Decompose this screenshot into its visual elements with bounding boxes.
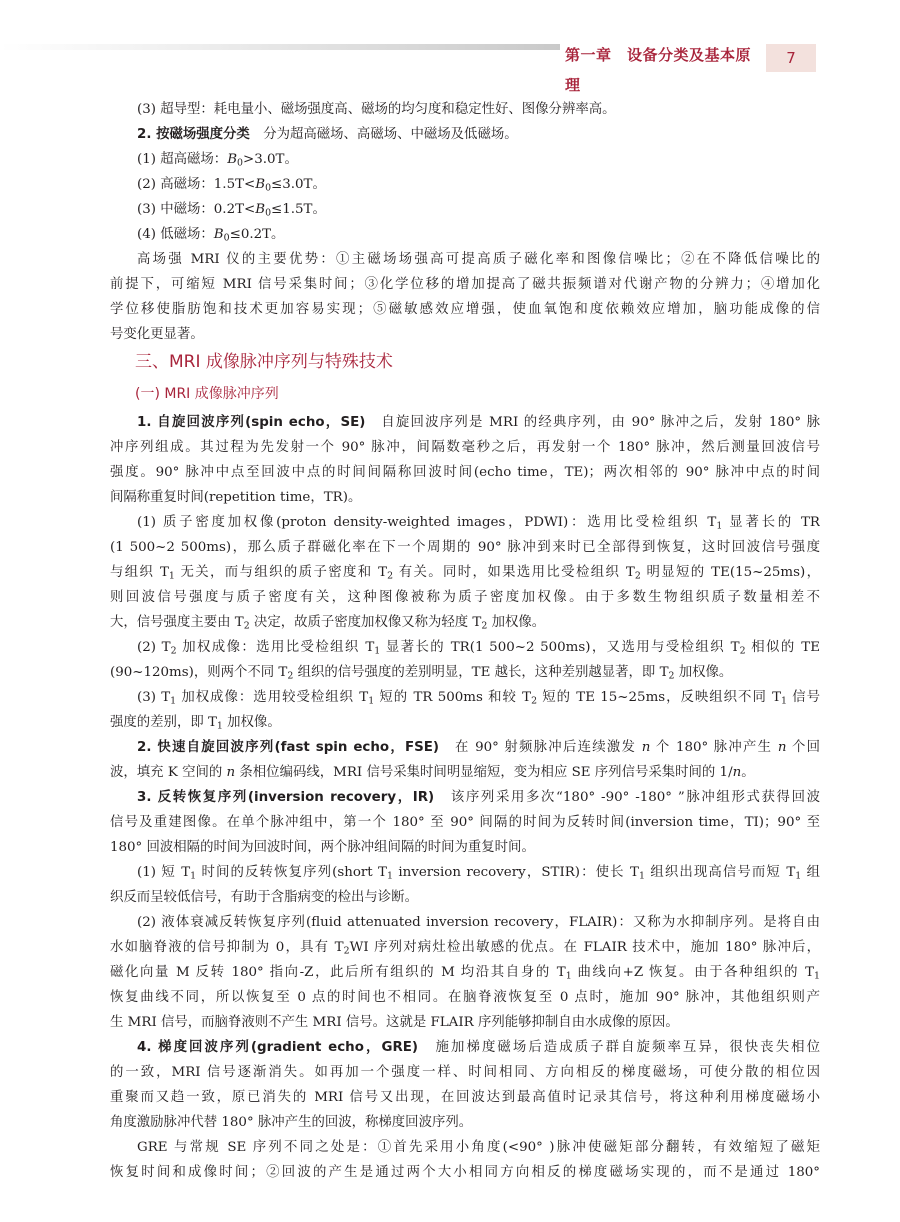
text: 自旋回波序列是 MRI 的经典序列，由 90° 脉冲之后，发射 180° 脉 <box>365 415 820 430</box>
fse-heading: 2. 快速自旋回波序列(fast spin echo，FSE) <box>137 740 440 755</box>
text: 组 <box>801 865 820 880</box>
subscript: 1 <box>368 695 375 707</box>
subscript: 0 <box>237 157 243 169</box>
text: 磁化向量 M 反转 180° 指向-Z，此后所有组织的 M 均沿其自身的 T <box>110 965 566 980</box>
text: 短的 TE 15~25ms，反映组织不同 T <box>537 690 782 705</box>
subscript: 2 <box>739 645 746 657</box>
flair-line-4: 恢复曲线不同，所以恢复至 0 点的时间也不相同。在脑脊液恢复至 0 点时，施加 90° 脉冲，其他组织则产 <box>110 990 820 1005</box>
se-heading: 1. 自旋回波序列(spin echo，SE) <box>137 415 366 430</box>
t2-line-1 <box>137 635 820 660</box>
text: 加权像。 <box>222 715 281 730</box>
subscript: 1 <box>565 970 572 982</box>
text: 与组织 T <box>110 565 169 580</box>
subscript: 2 <box>634 570 641 582</box>
t1-line-1 <box>137 685 820 710</box>
text: 条相位编码线，MRI 信号采集时间明显缩短，变为相应 SE 序列信号采集时间的 1/ <box>235 765 733 780</box>
text: 曲线向+Z 恢复。由于各种组织的 T <box>571 965 815 980</box>
subscript: 1 <box>716 520 723 532</box>
subscript: 1 <box>781 695 787 707</box>
pd-line-1 <box>137 510 820 535</box>
stir-line-1 <box>137 860 820 885</box>
t2-line-2 <box>110 660 820 685</box>
text: 信号 <box>786 690 820 705</box>
text: 加权像。 <box>487 615 546 630</box>
stir-line-2: 织反而呈较低信号，有助于含脂病变的检出与诊断。 <box>110 890 418 905</box>
gre-line-1 <box>137 1035 820 1060</box>
ir-line-2: 信号及重建图像。在单个脉冲组中，第一个 180° 至 90° 间隔的时间为反转时间(inversion time，TI)；90° 至 <box>110 815 820 830</box>
text: 明显短的 TE(15~25ms)， <box>640 565 820 580</box>
field-class-paragraph <box>137 122 820 147</box>
text: inversion recovery，STIR)：使长 T <box>392 865 639 880</box>
field-item-1 <box>137 147 820 172</box>
flair-line-2 <box>110 935 820 960</box>
subscript: 1 <box>814 970 820 982</box>
se-line-4: 间隔称重复时间(repetition time，TR)。 <box>110 490 362 505</box>
subscript: 1 <box>374 645 381 657</box>
page-number: 7 <box>766 44 816 72</box>
text: 组织的信号强度的差别明显，TE 越长，这种差别越显著，即 T <box>293 665 669 680</box>
text: 水如脑脊液的信号抑制为 0，具有 T <box>110 940 344 955</box>
text: 加权成像：选用较受检组织 T <box>176 690 369 705</box>
ir-line-3: 180° 回波相隔的时间为回波时间，两个脉冲组间隔的时间为重复时间。 <box>110 840 535 855</box>
gre-line-2: 的一致，MRI 信号逐渐消失。如再加一个强度一样、时间相同、方向相反的梯度磁场，可使分散的相位因 <box>110 1065 820 1080</box>
text: 加权成像：选用比受检组织 T <box>176 640 375 655</box>
subscript: 0 <box>265 207 272 219</box>
gre-line-3: 重聚而又趋一致，原已消失的 MRI 信号又出现，在回波达到最高值时记录其信号，将这种利用梯度磁场小 <box>110 1090 820 1105</box>
symbol: B <box>255 202 266 217</box>
subscript: 1 <box>216 720 223 732</box>
fse-line-2 <box>110 760 820 785</box>
subscript: 2 <box>243 620 250 632</box>
text: ≤0.2T。 <box>229 227 285 242</box>
advantages-line-1: 高场强 MRI 仪的主要优势：①主磁场场强高可提高质子磁化率和图像信噪比；②在不降低信噪比的 <box>137 252 820 267</box>
gre-line-4: 角度激励脉冲代替 180° 脉冲产生的回波，称梯度回波序列。 <box>110 1115 473 1130</box>
text: (2) T <box>137 640 171 655</box>
flair-line-3 <box>110 960 820 985</box>
text: 显著长的 TR(1 500~2 500ms)，又选用与受检组织 T <box>380 640 740 655</box>
field-item-3 <box>137 197 820 222</box>
ir-heading: 3. 反转恢复序列(inversion recovery，IR) <box>137 790 435 805</box>
text: 波，填充 K 空间的 <box>110 765 227 780</box>
subscript: 1 <box>387 870 393 882</box>
symbol: B <box>255 177 266 192</box>
pd-line-4: 则回波信号强度与质子密度有关，这种图像被称为质子密度加权像。由于多数生物组织质子数量相差不 <box>110 590 820 605</box>
gre-heading: 4. 梯度回波序列(gradient echo，GRE) <box>137 1040 419 1055</box>
text: 加权像。 <box>674 665 733 680</box>
se-line-2: 冲序列组成。其过程为先发射一个 90° 脉冲，间隔数毫秒之后，再发射一个 180° 脉冲，然后测量回波信号 <box>110 440 820 455</box>
text: (1) 短 T <box>137 865 191 880</box>
subscript: 1 <box>795 870 802 882</box>
field-class-heading: 2. 按磁场强度分类 <box>137 127 250 142</box>
superconducting-item: (3) 超导型：耗电量小、磁场强度高、磁场的均匀度和稳定性好、图像分辨率高。 <box>137 102 616 117</box>
pd-line-3 <box>110 560 820 585</box>
subscript: 0 <box>223 232 230 244</box>
symbol: B <box>213 227 224 242</box>
field-item-2 <box>137 172 820 197</box>
text: ≤1.5T。 <box>271 202 326 217</box>
field-item-4 <box>137 222 820 247</box>
text: 有关。同时，如果选用比受检组织 T <box>393 565 635 580</box>
text: (3) 中磁场：0.2T< <box>137 202 256 217</box>
text: (1) 超高磁场： <box>137 152 228 167</box>
fse-line-1 <box>137 735 820 760</box>
text: (90~120ms)，则两个不同 T <box>110 665 288 680</box>
variable: n <box>641 740 651 755</box>
flair-line-1: (2) 液体衰减反转恢复序列(fluid attenuated inversion recovery，FLAIR)：又称为水抑制序列。是将自由 <box>137 915 820 930</box>
text: 个 180° 脉冲产生 <box>650 740 778 755</box>
subscript: 2 <box>170 645 177 657</box>
subscript: 1 <box>168 570 175 582</box>
running-header-chapter: 第一章 设备分类及基本原理 <box>565 46 752 94</box>
text: 大，信号强度主要由 T <box>110 615 244 630</box>
text: 组织出现高信号而短 T <box>644 865 796 880</box>
gre-compare-line-1: GRE 与常规 SE 序列不同之处是：①首先采用小角度(<90° )脉冲使磁矩部分翻转，有效缩短了磁矩 <box>137 1140 820 1155</box>
pd-line-5 <box>110 610 820 635</box>
subscript: 1 <box>639 870 645 882</box>
advantages-line-4: 号变化更显著。 <box>110 327 204 342</box>
text: ≤3.0T。 <box>271 177 326 192</box>
text: 在 90° 射频脉冲后连续激发 <box>439 740 642 755</box>
text: (3) T <box>137 690 171 705</box>
pd-line-2: (1 500~2 500ms)，那么质子群磁化率在下一个周期的 90° 脉冲到来时已全部得到恢复，这时回波信号强度 <box>110 540 820 555</box>
text: 决定，故质子密度加权像又称为轻度 T <box>249 615 482 630</box>
advantages-line-3: 学位移使脂肪饱和技术更加容易实现；⑤磁敏感效应增强，使血氧饱和度依赖效应增加，脑功能成像的信 <box>110 302 820 317</box>
variable: n <box>777 740 787 755</box>
advantages-line-2: 前提下，可缩短 MRI 信号采集时间；③化学位移的增加提高了磁共振频谱对代谢产物的分辨力；④增加化 <box>110 277 820 292</box>
se-line-3: 强度。90° 脉冲中点至回波中点的时间间隔称回波时间(echo time，TE)；两次相邻的 90° 脉冲中点的时间 <box>110 465 820 480</box>
subscript: 2 <box>481 620 488 632</box>
text: 施加梯度磁场后造成质子群自旋频率互异，很快丧失相位 <box>418 1040 820 1055</box>
text: 相似的 TE <box>745 640 820 655</box>
ir-line-1 <box>137 785 820 810</box>
flair-line-5: 生 MRI 信号，而脑脊液则不产生 MRI 信号。这就是 FLAIR 序列能够抑制自由水成像的原因。 <box>110 1015 679 1030</box>
t1-line-2 <box>110 710 820 735</box>
text: 强度的差别，即 T <box>110 715 217 730</box>
text: (2) 高磁场：1.5T< <box>137 177 256 192</box>
symbol: B <box>227 152 238 167</box>
section-title: 三、MRI 成像脉冲序列与特殊技术 <box>135 352 393 372</box>
subscript: 1 <box>170 695 177 707</box>
subscript: 1 <box>190 870 197 882</box>
text: 该序列采用多次“180° -90° -180° ”脉冲组形式获得回波 <box>434 790 820 805</box>
text: WI 序列对病灶检出敏感的优点。在 FLAIR 技术中，施加 180° 脉冲后， <box>349 940 820 955</box>
subscript: 2 <box>287 670 294 682</box>
subscript: 2 <box>531 695 538 707</box>
se-line-1 <box>137 410 820 435</box>
subsection-title: (一) MRI 成像脉冲序列 <box>135 386 279 402</box>
text: >3.0T。 <box>243 152 298 167</box>
text: 。 <box>741 765 755 780</box>
variable: n <box>226 765 236 780</box>
text: (4) 低磁场： <box>137 227 214 242</box>
text: 短的 TR 500ms 和较 T <box>374 690 532 705</box>
variable: n <box>732 765 742 780</box>
text: 个回 <box>786 740 820 755</box>
text: 无关，而与组织的质子密度和 T <box>174 565 388 580</box>
subscript: 2 <box>387 570 394 582</box>
text: 时间的反转恢复序列(short T <box>196 865 387 880</box>
gre-compare-line-2: 恢复时间和成像时间；②回波的产生是通过两个大小相同方向相反的梯度磁场实现的，而不是通过 180° <box>110 1165 820 1180</box>
subscript: 0 <box>265 182 272 194</box>
text: (1) 质子密度加权像(proton density-weighted images，PDWI)：选用比受检组织 T <box>137 515 717 530</box>
subscript: 2 <box>343 945 350 957</box>
subscript: 2 <box>668 670 675 682</box>
field-class-text: 分为超高磁场、高磁场、中磁场及低磁场。 <box>249 127 518 142</box>
text: 显著长的 TR <box>722 515 820 530</box>
